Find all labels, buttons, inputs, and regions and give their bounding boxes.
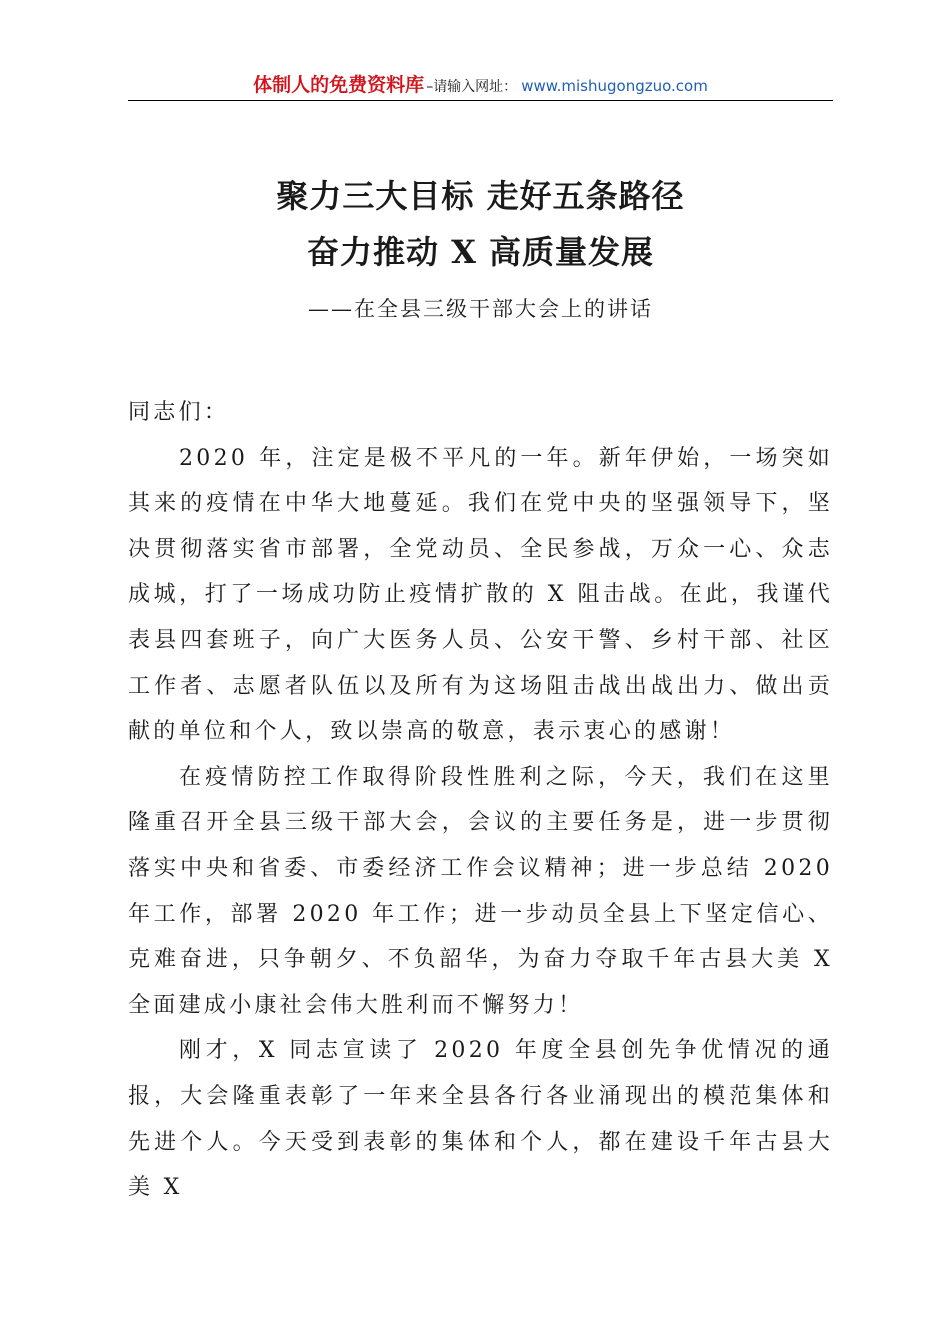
- header-divider: [128, 100, 833, 101]
- paragraph: 2020 年，注定是极不平凡的一年。新年伊始，一场突如其来的疫情在中华大地蔓延。我们在党中央的坚强领导下，坚决贯彻落实省市部署，全党动员、全民参战，万众一心、众志成城，打了一场成功防止疫情扩散的 X 阻击战。在此，我谨代表县四套班子，向广大医务人员、公安干警、乡村干部、社区工作者、志愿者队伍以及所有为这场阻击战出战出力、做出贡献的单位和个人，致以崇高的敬意，表示衷心的感谢！: [128, 445, 833, 745]
- paragraph: 在疫情防控工作取得阶段性胜利之际，今天，我们在这里隆重召开全县三级干部大会，会议的主要任务是，进一步贯彻落实中央和省委、市委经济工作会议精神；进一步总结 2020 年工作，部署 2020 年工作；进一步动员全县上下坚定信心、克难奋进，只争朝夕、不负韶华，为奋力夺取千年古县大美 X 全面建成小康社会伟大胜利而不懈努力！: [128, 764, 833, 1018]
- paragraph: 刚才，X 同志宣读了 2020 年度全县创先争优情况的通报，大会隆重表彰了一年来全县各行各业涌现出的模范集体和先进个人。今天受到表彰的集体和个人，都在建设千年古县大美 X: [128, 1038, 833, 1201]
- salutation: 同志们：: [128, 400, 230, 425]
- document-title-line-1: 聚力三大目标 走好五条路径: [276, 177, 685, 215]
- url-prompt: –请输入网址：: [426, 79, 518, 95]
- page-header: [128, 70, 833, 100]
- site-brand[interactable]: 体制人的免费资料库: [253, 74, 425, 96]
- site-url-link[interactable]: www.mishugongzuo.com: [521, 77, 708, 95]
- document-title-line-2: 奋力推动 X 高质量发展: [306, 233, 655, 271]
- document-subtitle: ——在全县三级干部大会上的讲话: [308, 297, 653, 321]
- document-body: [128, 390, 833, 1211]
